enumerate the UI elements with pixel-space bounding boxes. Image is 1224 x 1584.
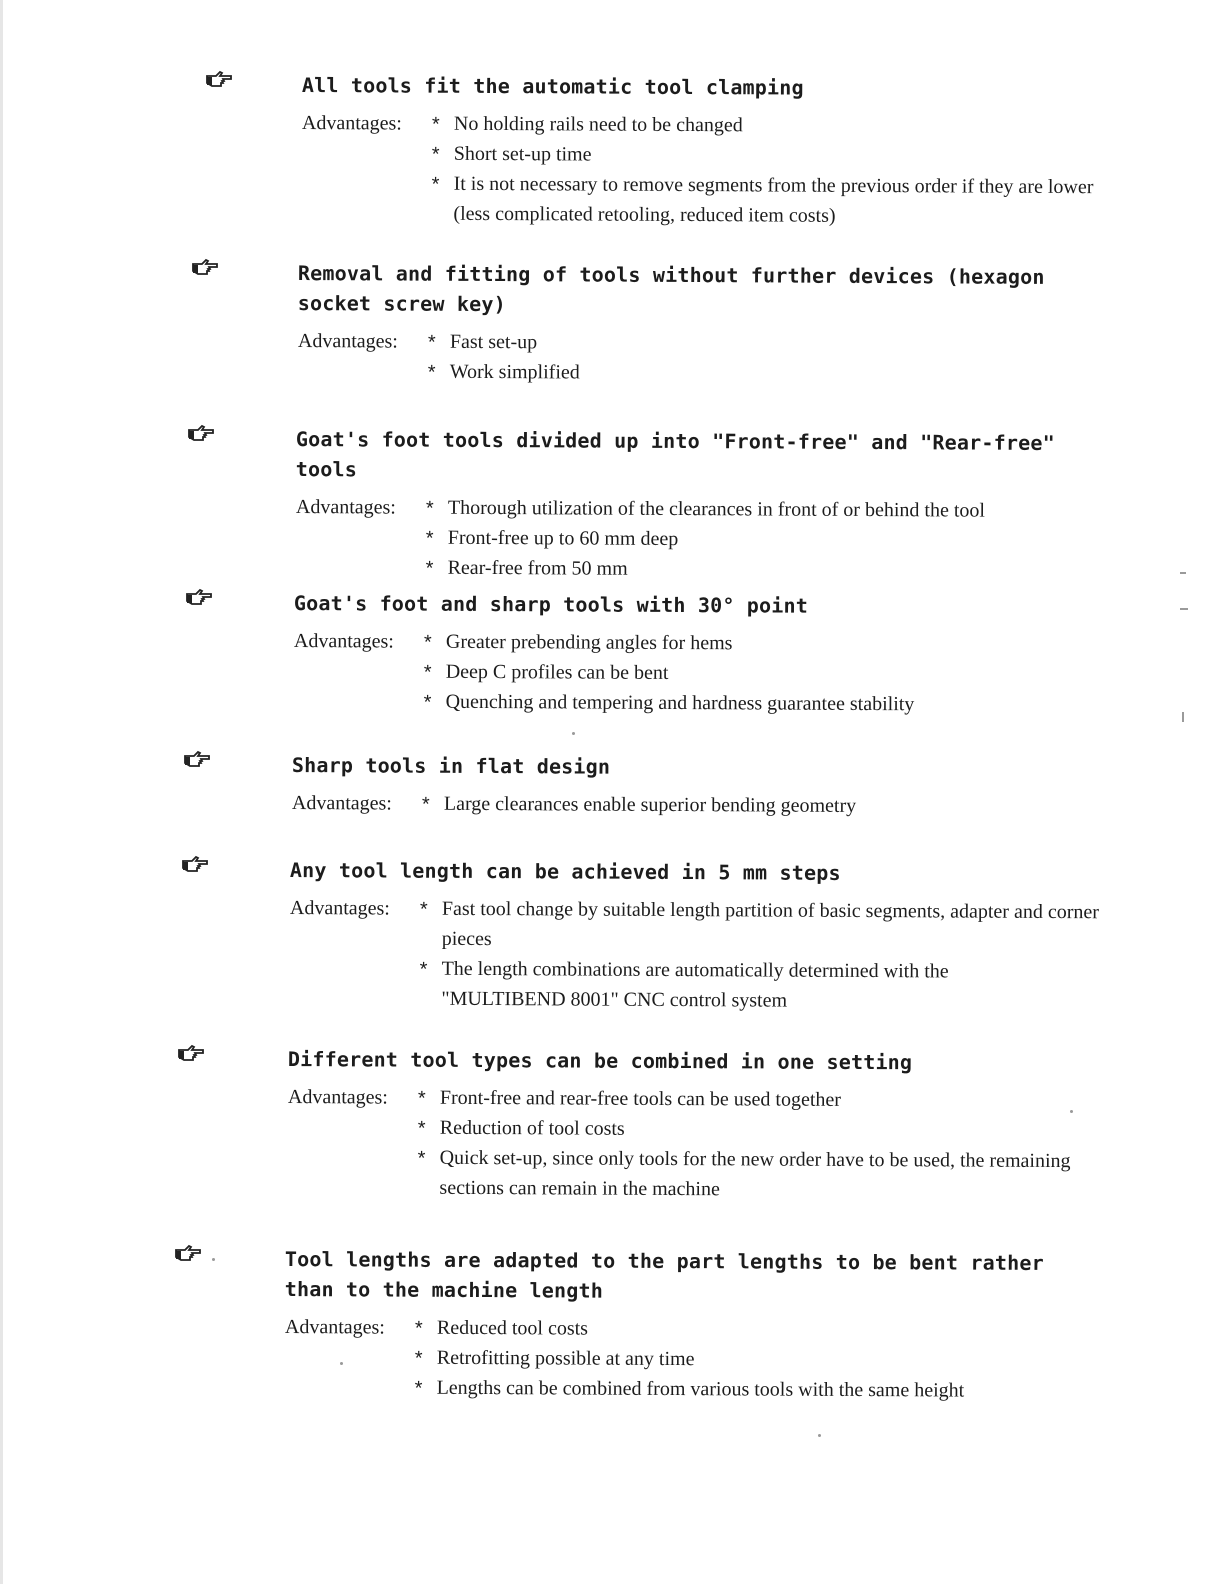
advantage-item: * Quenching and tempering and hardness guarantee stability <box>424 687 1114 721</box>
pointing-hand-icon <box>186 586 212 608</box>
advantages-block <box>296 492 1116 586</box>
feature-section <box>292 750 1112 818</box>
advantages-block <box>298 326 1058 390</box>
advantages-block <box>294 626 1114 720</box>
advantage-item: * Quick set-up, since only tools for the new order have to be used, the remaining sections can remain in the machine <box>417 1143 1107 1207</box>
advantage-item: * The length combinations are automatically determined with the "MULTIBEND 8001" CNC control system <box>419 954 1109 1018</box>
pointing-hand-icon <box>175 1242 201 1264</box>
advantages-list <box>424 627 1114 721</box>
advantages-label: Advantages: <box>297 329 398 353</box>
section-heading: Different tool types can be combined in one setting <box>287 1047 913 1075</box>
advantage-item: * Large clearances enable superior bending geometry <box>422 789 1112 823</box>
advantages-list <box>417 1083 1108 1207</box>
section-heading: Tool lengths are adapted to the part lengths to be bent rather than to the machine length <box>284 1247 1044 1303</box>
section-heading: Any tool length can be achieved in 5 mm steps <box>289 857 841 885</box>
advantage-item: * Work simplified <box>428 357 1058 390</box>
advantages-block <box>285 1312 1085 1406</box>
advantages-label: Advantages: <box>293 629 394 653</box>
advantages-label: Advantages: <box>291 791 392 815</box>
advantage-item: * Rear-free from 50 mm <box>426 553 1116 587</box>
pointing-hand-icon <box>184 748 210 770</box>
section-heading: Goat's foot tools divided up into "Front-free" and "Rear-free" tools <box>295 426 1055 482</box>
advantage-item: * Reduction of tool costs <box>418 1113 1108 1147</box>
advantage-item: * Reduced tool costs <box>415 1313 1085 1347</box>
advantages-label: Advantages: <box>284 1316 385 1339</box>
advantages-block <box>287 1082 1108 1206</box>
scan-speck <box>572 732 575 735</box>
advantage-item: * Retrofitting possible at any time <box>415 1343 1085 1377</box>
feature-section <box>285 1244 1085 1402</box>
scan-page-edge <box>0 0 3 1584</box>
advantages-list <box>428 327 1058 390</box>
advantages-block <box>301 108 1122 232</box>
feature-section <box>302 70 1122 228</box>
advantages-list <box>431 109 1122 233</box>
advantages-list <box>426 493 1116 587</box>
advantage-item: * Front-free up to 60 mm deep <box>426 523 1116 557</box>
advantages-label: Advantages: <box>289 896 390 920</box>
advantage-item: * Greater prebending angles for hems <box>424 627 1114 661</box>
section-heading: Removal and fitting of tools without further devices (hexagon socket screw key) <box>297 260 1045 317</box>
scan-speck <box>340 1362 343 1365</box>
feature-section <box>294 588 1114 716</box>
advantage-item: * Deep C profiles can be bent <box>424 657 1114 691</box>
advantages-list <box>415 1313 1085 1407</box>
advantage-item: * Front-free and rear-free tools can be used together <box>418 1083 1108 1117</box>
advantages-list <box>422 789 1112 823</box>
feature-section <box>298 258 1058 386</box>
scan-speck <box>1180 572 1186 574</box>
advantage-item: * Fast set-up <box>428 327 1058 360</box>
section-heading: Sharp tools in flat design <box>291 752 611 779</box>
advantage-item: * It is not necessary to remove segments from the previous order if they are lower (less complicated retooling, reduced item costs) <box>431 169 1121 233</box>
pointing-hand-icon <box>192 256 218 278</box>
scan-speck <box>1180 608 1188 610</box>
advantages-label: Advantages: <box>295 495 396 519</box>
feature-section <box>288 1044 1108 1202</box>
scan-speck <box>212 1258 215 1261</box>
section-heading: All tools fit the automatic tool clamping <box>301 72 804 100</box>
scan-speck <box>1070 1110 1073 1113</box>
feature-section <box>296 424 1116 582</box>
pointing-hand-icon <box>182 853 208 875</box>
pointing-hand-icon <box>178 1042 204 1064</box>
advantages-label: Advantages: <box>287 1086 388 1109</box>
scan-speck <box>818 1434 821 1437</box>
pointing-hand-icon <box>188 422 214 444</box>
pointing-hand-icon <box>206 68 232 90</box>
advantages-label: Advantages: <box>301 111 402 135</box>
scan-speck <box>1182 712 1184 722</box>
advantage-item: * Fast tool change by suitable length partition of basic segments, adapter and corner pieces <box>420 894 1110 958</box>
advantages-block <box>289 893 1110 1017</box>
advantage-item: * No holding rails need to be changed <box>432 109 1122 143</box>
advantages-block <box>292 788 1112 822</box>
feature-section <box>290 855 1110 1013</box>
advantage-item: * Thorough utilization of the clearances in front of or behind the tool <box>426 493 1116 527</box>
section-heading: Goat's foot and sharp tools with 30° point <box>293 590 809 618</box>
advantage-item: * Short set-up time <box>432 139 1122 173</box>
advantages-list <box>419 894 1110 1018</box>
advantage-item: * Lengths can be combined from various tools with the same height <box>415 1373 1085 1407</box>
